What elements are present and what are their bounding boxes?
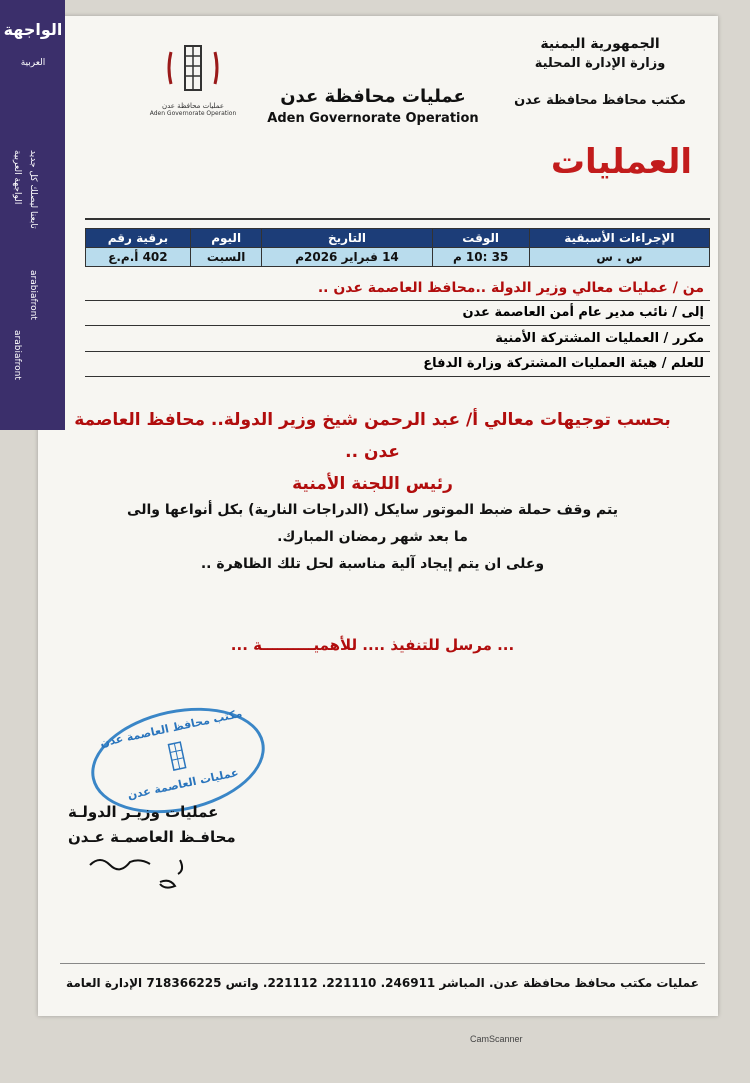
value-date: 14 فبراير 2026م [262,248,432,267]
header-day: اليوم [190,229,262,248]
center-heading [253,86,493,126]
intro-line-2: رئيس اللجنة الأمنية [292,474,453,494]
address-divider [85,300,710,301]
value-time: 35 :10 م [432,248,529,267]
ministry-label: وزارة الإدارة المحلية [534,56,666,71]
directive-intro [60,404,685,500]
body-line-2: ما بعد شهر رمضان المبارك. [277,529,468,545]
send-for-execution: ... مرسل للتنفيذ .... للأهميــــــــــة ... [230,636,515,654]
republic-label: الجمهورية اليمنية [540,36,660,52]
value-day: السبت [190,248,262,267]
header-priority: الإجراءات الأسبقية [529,229,709,248]
footer-divider [60,963,705,964]
handle-2: arabiafront [12,330,22,380]
intro-line-1: بحسب توجيهات معالي أ/ عبد الرحمن شيخ وزير الدولة.. محافظ العاصمة عدن .. [74,410,671,462]
signature-line-1: عمليات وزيـر الدولـة [68,803,219,821]
value-telegram-number: 402 أ.م.ع [86,248,191,267]
footer-contact: عمليات مكتب محافظ محافظة عدن. المباشر 246911. 221110. 221112. واتس 718366225 الإدارة العامة [66,976,699,990]
site-name: الواجهة العربية [12,150,22,205]
stamp-top-text: مكتب محافظ العاصمة عدن [98,706,244,750]
camscanner-watermark: CamScanner [470,1034,523,1044]
directive-body [60,497,685,578]
logo-caption-ar: عمليات محافظة عدن [161,102,225,110]
governorate-logo [133,38,253,138]
header-time: الوقت [432,229,529,248]
stamp-bottom-text: عمليات العاصمة عدن [126,765,240,803]
address-divider [85,325,710,326]
header-telegram-number: برقية رقم [86,229,191,248]
logo-caption-en: Aden Governorate Operation [149,110,237,117]
to-line: إلى / نائب مدير عام أمن العاصمة عدن [462,305,704,320]
send-note [60,636,685,654]
info-line: للعلم / هيئة العمليات المشتركة وزارة الدفاع [423,356,704,371]
address-divider [85,376,710,377]
issuer-block [500,36,700,108]
building-logo-icon [163,38,223,98]
handwritten-signature [80,850,200,950]
info-value-row [86,248,710,267]
letterhead [38,16,718,231]
center-heading-en: Aden Governorate Operation [267,111,479,126]
body-line-1: يتم وقف حملة ضبط الموتور سايكل (الدراجات النارية) بكل أنواعها والى [127,502,618,518]
telegram-info-table [85,228,710,267]
body-line-3: وعلى ان يتم إيجاد آلية مناسبة لحل تلك الظاهرة .. [200,556,545,572]
office-label: مكتب محافظ محافظة عدن [514,93,686,108]
value-priority: س . س [529,248,709,267]
publisher-sidebar [0,0,65,430]
follow-text: تابعنا ليصلك كل جديد [28,150,38,229]
address-divider [85,351,710,352]
signature-line-2: محافـظ العاصمـة عـدن [68,828,236,846]
department-title: العمليات [550,142,692,182]
header-date: التاريخ [262,229,432,248]
brand-logo-sub: العربية [20,58,46,68]
cc-line: مكرر / العمليات المشتركة الأمنية [495,331,704,346]
from-line: من / عمليات معالي وزير الدولة ..محافظ العاصمة عدن .. [317,280,704,296]
info-header-row [86,229,710,248]
stamp-building-icon [163,739,191,773]
handle-1: arabiafront [28,270,38,320]
header-divider [85,218,710,220]
center-heading-ar: عمليات محافظة عدن [280,86,466,107]
brand-logo-main: الواجهة [3,20,63,39]
